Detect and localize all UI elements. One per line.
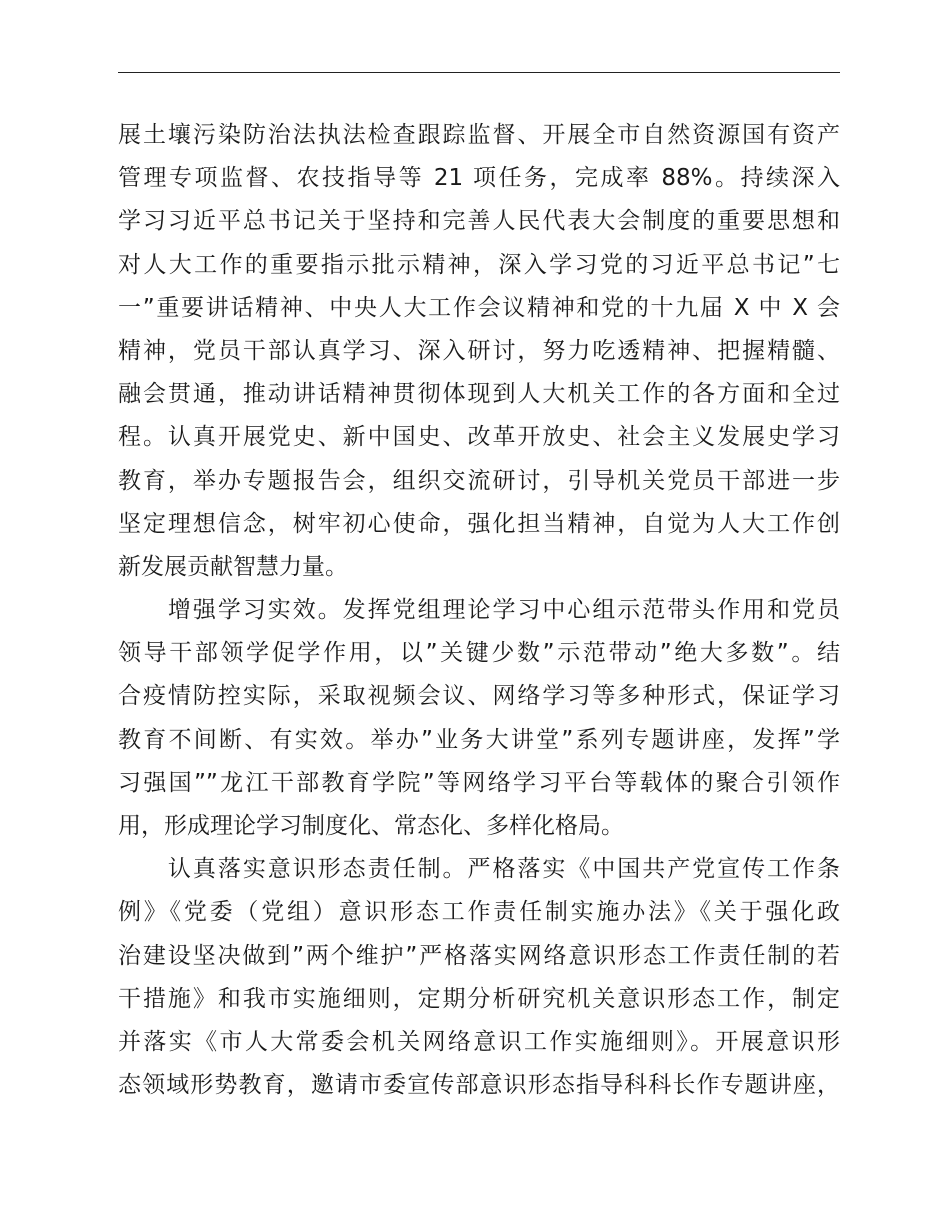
text-line: 坚定理想信念，树牢初心使命，强化担当精神，自觉为人大工作创	[118, 510, 840, 537]
text-line: 管理专项监督、农技指导等 21 项任务，完成率 88%。持续深入	[118, 165, 840, 192]
body-text	[118, 114, 840, 1107]
text-line: 干措施》和我市实施细则，定期分析研究机关意识形态工作，制定	[118, 985, 840, 1012]
text-line: 例》《党委（党组）意识形态工作责任制实施办法》《关于强化政	[118, 899, 840, 926]
text-line: 教育不间断、有实效。举办”业务大讲堂”系列专题讲座，发挥”学	[118, 726, 840, 753]
text-line: 一”重要讲话精神、中央人大工作会议精神和党的十九届 X 中 X 会	[118, 294, 840, 321]
text-line: 并落实《市人大常委会机关网络意识工作实施细则》。开展意识形	[118, 1028, 840, 1055]
text-line: 融会贯通，推动讲话精神贯彻体现到人大机关工作的各方面和全过	[118, 381, 840, 408]
text-line: 对人大工作的重要指示批示精神，深入学习党的习近平总书记”七	[118, 251, 840, 278]
paragraph-start-line: 认真落实意识形态责任制。严格落实《中国共产党宣传工作条	[118, 856, 840, 883]
text-line: 展土壤污染防治法执法检查跟踪监督、开展全市自然资源国有资产	[118, 122, 840, 148]
text-line: 习强国””龙江干部教育学院”等网络学习平台等载体的聚合引领作	[118, 769, 840, 796]
text-line: 教育，举办专题报告会，组织交流研讨，引导机关党员干部进一步	[118, 467, 840, 494]
text-line: 学习习近平总书记关于坚持和完善人民代表大会制度的重要思想和	[118, 208, 840, 235]
text-line: 精神，党员干部认真学习、深入研讨，努力吃透精神、把握精髓、	[118, 337, 840, 364]
header-rule	[118, 72, 840, 73]
text-line: 程。认真开展党史、新中国史、改革开放史、社会主义发展史学习	[118, 424, 840, 451]
text-line: 领导干部领学促学作用，以”关键少数”示范带动”绝大多数”。结	[118, 640, 840, 667]
paragraph-end-line: 新发展贡献智慧力量。	[118, 553, 348, 580]
text-line: 合疫情防控实际，采取视频会议、网络学习等多种形式，保证学习	[118, 683, 840, 710]
text-line: 态领域形势教育，邀请市委宣传部意识形态指导科科长作专题讲座，	[118, 1072, 840, 1099]
paragraph-start-line: 增强学习实效。发挥党组理论学习中心组示范带头作用和党员	[118, 597, 840, 624]
text-line: 治建设坚决做到”两个维护”严格落实网络意识形态工作责任制的若	[118, 942, 840, 969]
paragraph-end-line: 用，形成理论学习制度化、常态化、多样化格局。	[118, 813, 624, 839]
